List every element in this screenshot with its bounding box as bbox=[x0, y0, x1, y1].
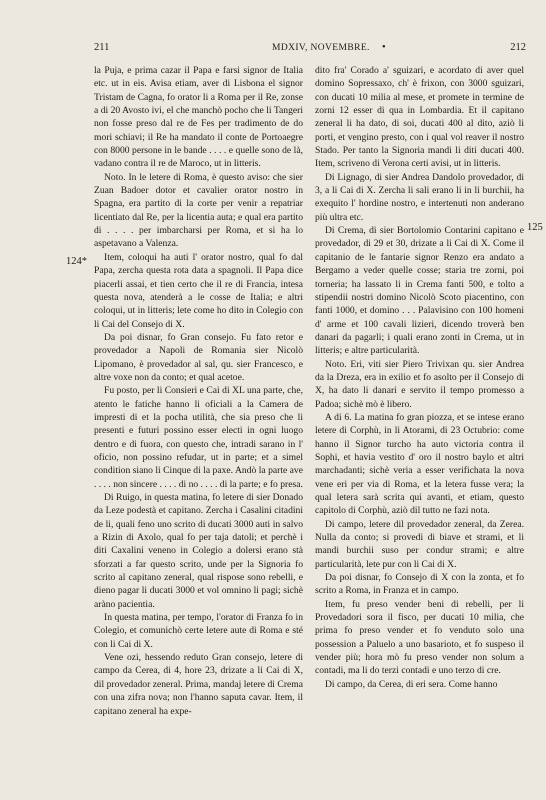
paragraph: dito fra' Corado a' sguizari, e acordato di aver quel domino Sopressaxo, ch' è frixon, con 3000 sguizari, con ducati 10 milia al mese, et promete in termine de zorni 12 esser di qua in Lombardia. Et il capitano zeneral li ha dato, di soi, ducati 400 al dito, aziò li porti, et vengino presto, con i qual vol reaver il nostro Stado. Per tanto la Signoria mandi li diti ducati 400. Item, scriveno di Verona certi avisi, ut in litteris. bbox=[315, 65, 524, 170]
header-mark: • bbox=[382, 42, 386, 53]
paragraph: Da poi disnar, fo Consejo di X con la zonta, et fo scrito a Roma, in Franza et in campo. bbox=[315, 572, 524, 597]
paragraph: A di 6. La matina fo gran piozza, et se intese erano letere di Corphù, in li Atorami, di 23 Octubrio: come hanno il Signor turcho ha auto victoria contra il Sophi, et havia vestito d' oro il nostro baylo et altri marchadanti; sichè veria a esser verifichata la nova vene eri per via di Roma, et la letera fusse vera; la qual letera sarà scrita qui avanti, et etiam, questo capitolo di Corphù, aziò dil tutto ne fazi nota. bbox=[315, 411, 524, 517]
paragraph: Di campo, da Cerea, di eri sera. Come hanno bbox=[325, 678, 498, 690]
paragraph: Di Ruigo, in questa matina, fo letere di sier Donado da Leze podestà et capitano. Zercha i Casalini citadini de li, quali feno uno scrito di ducati 3000 auti in salvo a Rizin di Axolo, qual fo per taja datoli; et perchè i diti Caxalini veneno in Colegio a dolersi erano stà sforzati a far questo scrito, unde per la Signoria fo scrito al capitano zeneral, qual rispose sono rebelli, e dieno pagar li ducati 3000 et vol omnino li pagi; sichè aràno pacientia. bbox=[94, 492, 303, 610]
paragraph: Fu posto, per li Consieri e Cai di XL una parte, che, atento le fatiche hanno li oficiali a la Camera de impresti di et la pocha utilità, che sia preso che li presenti e futuri possino esser electi in ogni luogo dentro e di fuora, con questo che, intradi sarano in l' oficio, non possino refudar, ut in parte; et a simel condition siano li Cinque di la paxe. Andò la parte ave . . . . non sincere . . . . di no . . . . di la parte; e fo presa. bbox=[94, 385, 303, 490]
margin-number-right: 125 bbox=[527, 222, 543, 233]
page-header bbox=[94, 42, 526, 58]
paragraph: Di Lignago, di sier Andrea Dandolo provedador, di 3, a li Cai di X. Zercha li sali erano li in li burchii, ha exequito l' hordine nostro, e intertenuti non anderano più ultra etc. bbox=[315, 171, 524, 223]
left-column bbox=[94, 64, 303, 718]
paragraph: Da poi disnar, fo Gran consejo. Fu fato retor e provedador a Napoli de Romania sier Nicolò Lipomano, è provedador al sal, qu. sier Francesco, e altre voxe non da conto; et qual acetoe. bbox=[94, 331, 303, 383]
running-title: MDXIV, NOVEMBRE. bbox=[272, 43, 370, 53]
paragraph: In questa matina, per tempo, l'orator di Franza fo in Colegio, et comunichò certe letere aute di Roma e sté con li Cai di X. bbox=[94, 612, 303, 650]
right-column bbox=[315, 64, 524, 691]
paragraph: Noto. In le letere di Roma, è questo aviso: che sier Zuan Badoer dotor et cavalier orator nostro in Spagna, era partito di la corte per venir a repatriar licentiato dal Re, per la licentia auta; e qual era partito di . . . . per imbarcharsi per Roma, et si ha lo aspetavano a Valenza. bbox=[94, 171, 303, 250]
margin-number-left: 124* bbox=[66, 256, 87, 267]
paragraph: Vene ozi, hessendo reduto Gran consejo, letere di campo da Cerea, di 4, hore 23, drizate a li Cai di X, dil provedador zeneral. Prima, mandaj letere di Crema con una zifra nova; non l'hanno saputa cavar. Item, il capitano zeneral ha expe- bbox=[94, 652, 303, 717]
paragraph: la Puja, e prima cazar il Papa e farsi signor de Italia etc. ut in eis. Avisa etiam, aver di Lisbona el signor Tristam de Cagna, fo orator li a Roma per il Re, zonse a di 20 Avosto ivi, el che manchò pocho che li Tangeri non fosse preso dal re de Fes per tradimento de do mori schiavi; il Re ha mandato il conte de Portoaegre con 8000 persone in le bande . . . . e quelle sono de là, vadano contra il re de Maroco, ut in litteris. bbox=[94, 65, 303, 170]
paragraph: Di campo, letere dil provedador zeneral, da Zerea. Nulla da conto; si provedi di biave et strami, et li mandi burchii suso per condur strami; e altre particularità, lete pur con li Cai di X. bbox=[315, 518, 524, 570]
paragraph: Item, coloqui ha auti l' orator nostro, qual fo dal Papa, zercha questa rota data a spagnoli. Il Papa dice piacerli assai, et tien certo che il re di Francia, intesa questa nova, atenderà a le cosse de Italia; e altri coloqui, ut in litteris; lete come ho dito in Colegio con li Cai del Consejo di X. bbox=[94, 251, 303, 330]
page-number-right: 212 bbox=[510, 42, 526, 53]
paragraph: Di Crema, di sier Bortolomio Contarini capitano e provedador, di 29 et 30, drizate a li Cai di X. Come il capitanio de le fantarie signor Renzo era andato a Bergamo a veder quelle cosse; staria tre zorni, poi torneria; ha lassato li in Crema fanti 500, e tolto a stipendii nostri domino Nicolò Scoto piacentino, con fanti 1000, et domino . . . Palavisino con 100 homeni d' arme et 100 cavali lizieri, dicendo troverà ben danari da pagarli; i quali erano zonti in Crema, ut in litteris; e altre particularità. bbox=[315, 225, 524, 357]
paragraph: Noto. Eri, viti sier Piero Trivixan qu. sier Andrea da la Dreza, era in exilio et fo asolto per il Consejo di X, ha dato li danari e servito il tempo promesso a Padoa; sichè mò è libero. bbox=[315, 358, 524, 410]
page-number-left: 211 bbox=[94, 42, 110, 53]
paragraph: Item, fu preso vender beni di rebelli, per li Provedadori sora il fisco, per ducati 10 milia, che prima fo preso vender et fo venduto solo una possession a Paluelo a uno basarioto, et fo suspeso il vender più; hora mò fu preso vender non solum a contadi, ma li do terzi contadi e uno terzo di cre. bbox=[315, 598, 524, 677]
